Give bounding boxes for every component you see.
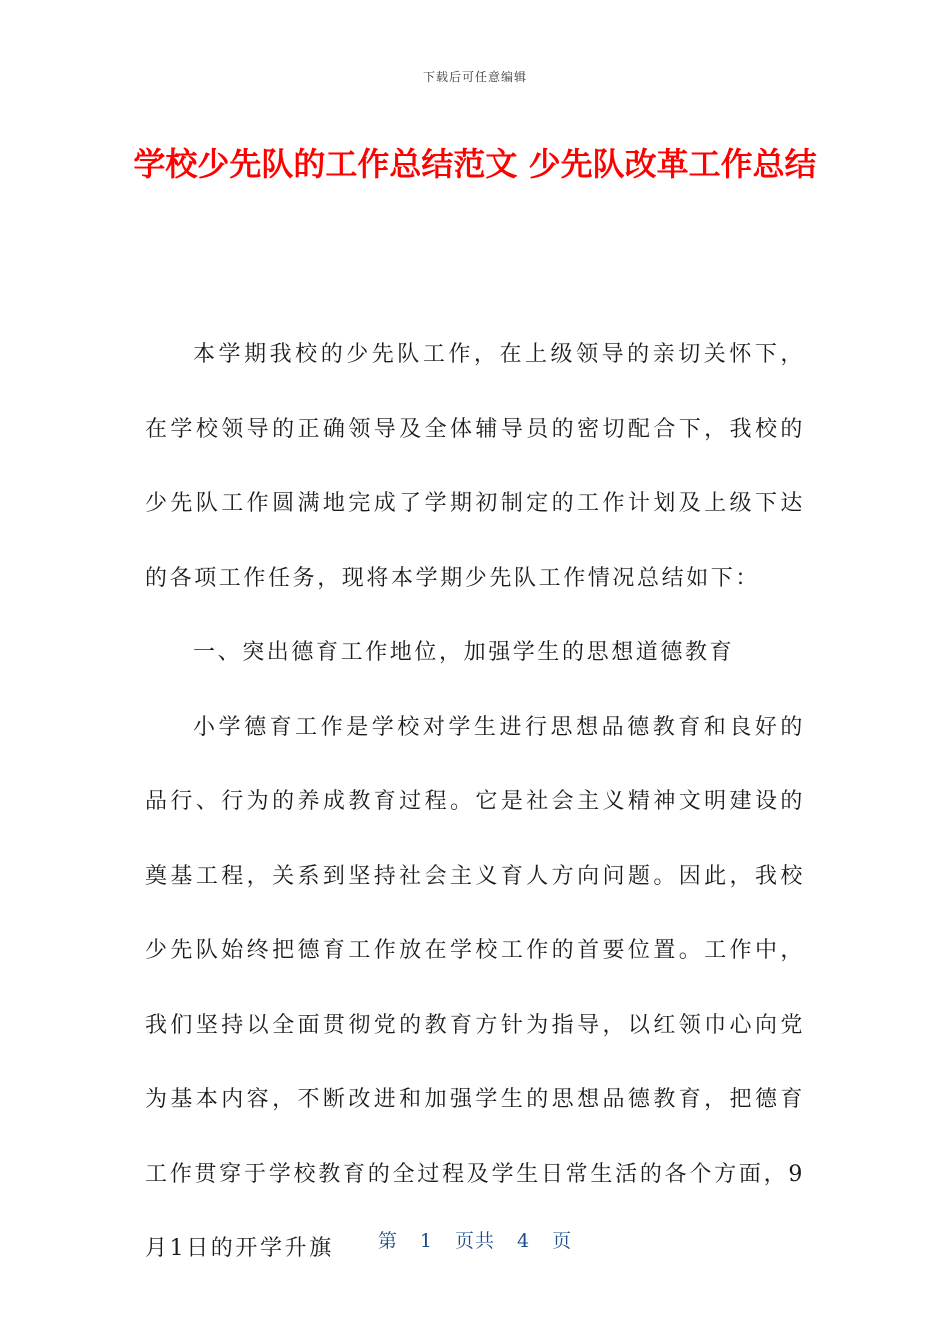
page-label-mid: 页共	[454, 1230, 495, 1252]
document-title: 学校少先队的工作总结范文 少先队改革工作总结	[133, 145, 817, 183]
section-heading-1: 一、突出德育工作地位，加强学生的思想道德教育	[193, 640, 735, 665]
page-footer	[0, 1226, 950, 1253]
paragraph-moral-education: 小学德育工作是学校对学生进行思想品德教育和良好的品行、行为的养成教育过程。它是社会主义精神文明建设的奠基工程，关系到坚持社会主义育人方向问题。因此，我校少先队始终把德育工作放在学校工作的首要位置。工作中，我们坚持以全面贯彻党的教育方针为指导，以红领巾心向党为基本内容，不断改进和加强学生的思想品德教育，把德育工作贯穿于学校教育的全过程及学生日常生活的各个方面，9月1日的开学升旗	[145, 714, 805, 1261]
page-label-suffix: 页	[552, 1230, 573, 1252]
header-note: 下载后可任意编辑	[422, 70, 527, 84]
document-body	[145, 318, 805, 1287]
total-pages: 4	[517, 1230, 531, 1252]
paragraph-intro: 本学期我校的少先队工作，在上级领导的亲切关怀下，在学校领导的正确领导及全体辅导员的密切配合下，我校的少先队工作圆满地完成了学期初制定的工作计划及上级下达的各项工作任务，现将本学期少先队工作情况总结如下：	[145, 342, 805, 591]
page-label-prefix: 第	[377, 1230, 398, 1252]
page-number: 1	[419, 1230, 433, 1252]
